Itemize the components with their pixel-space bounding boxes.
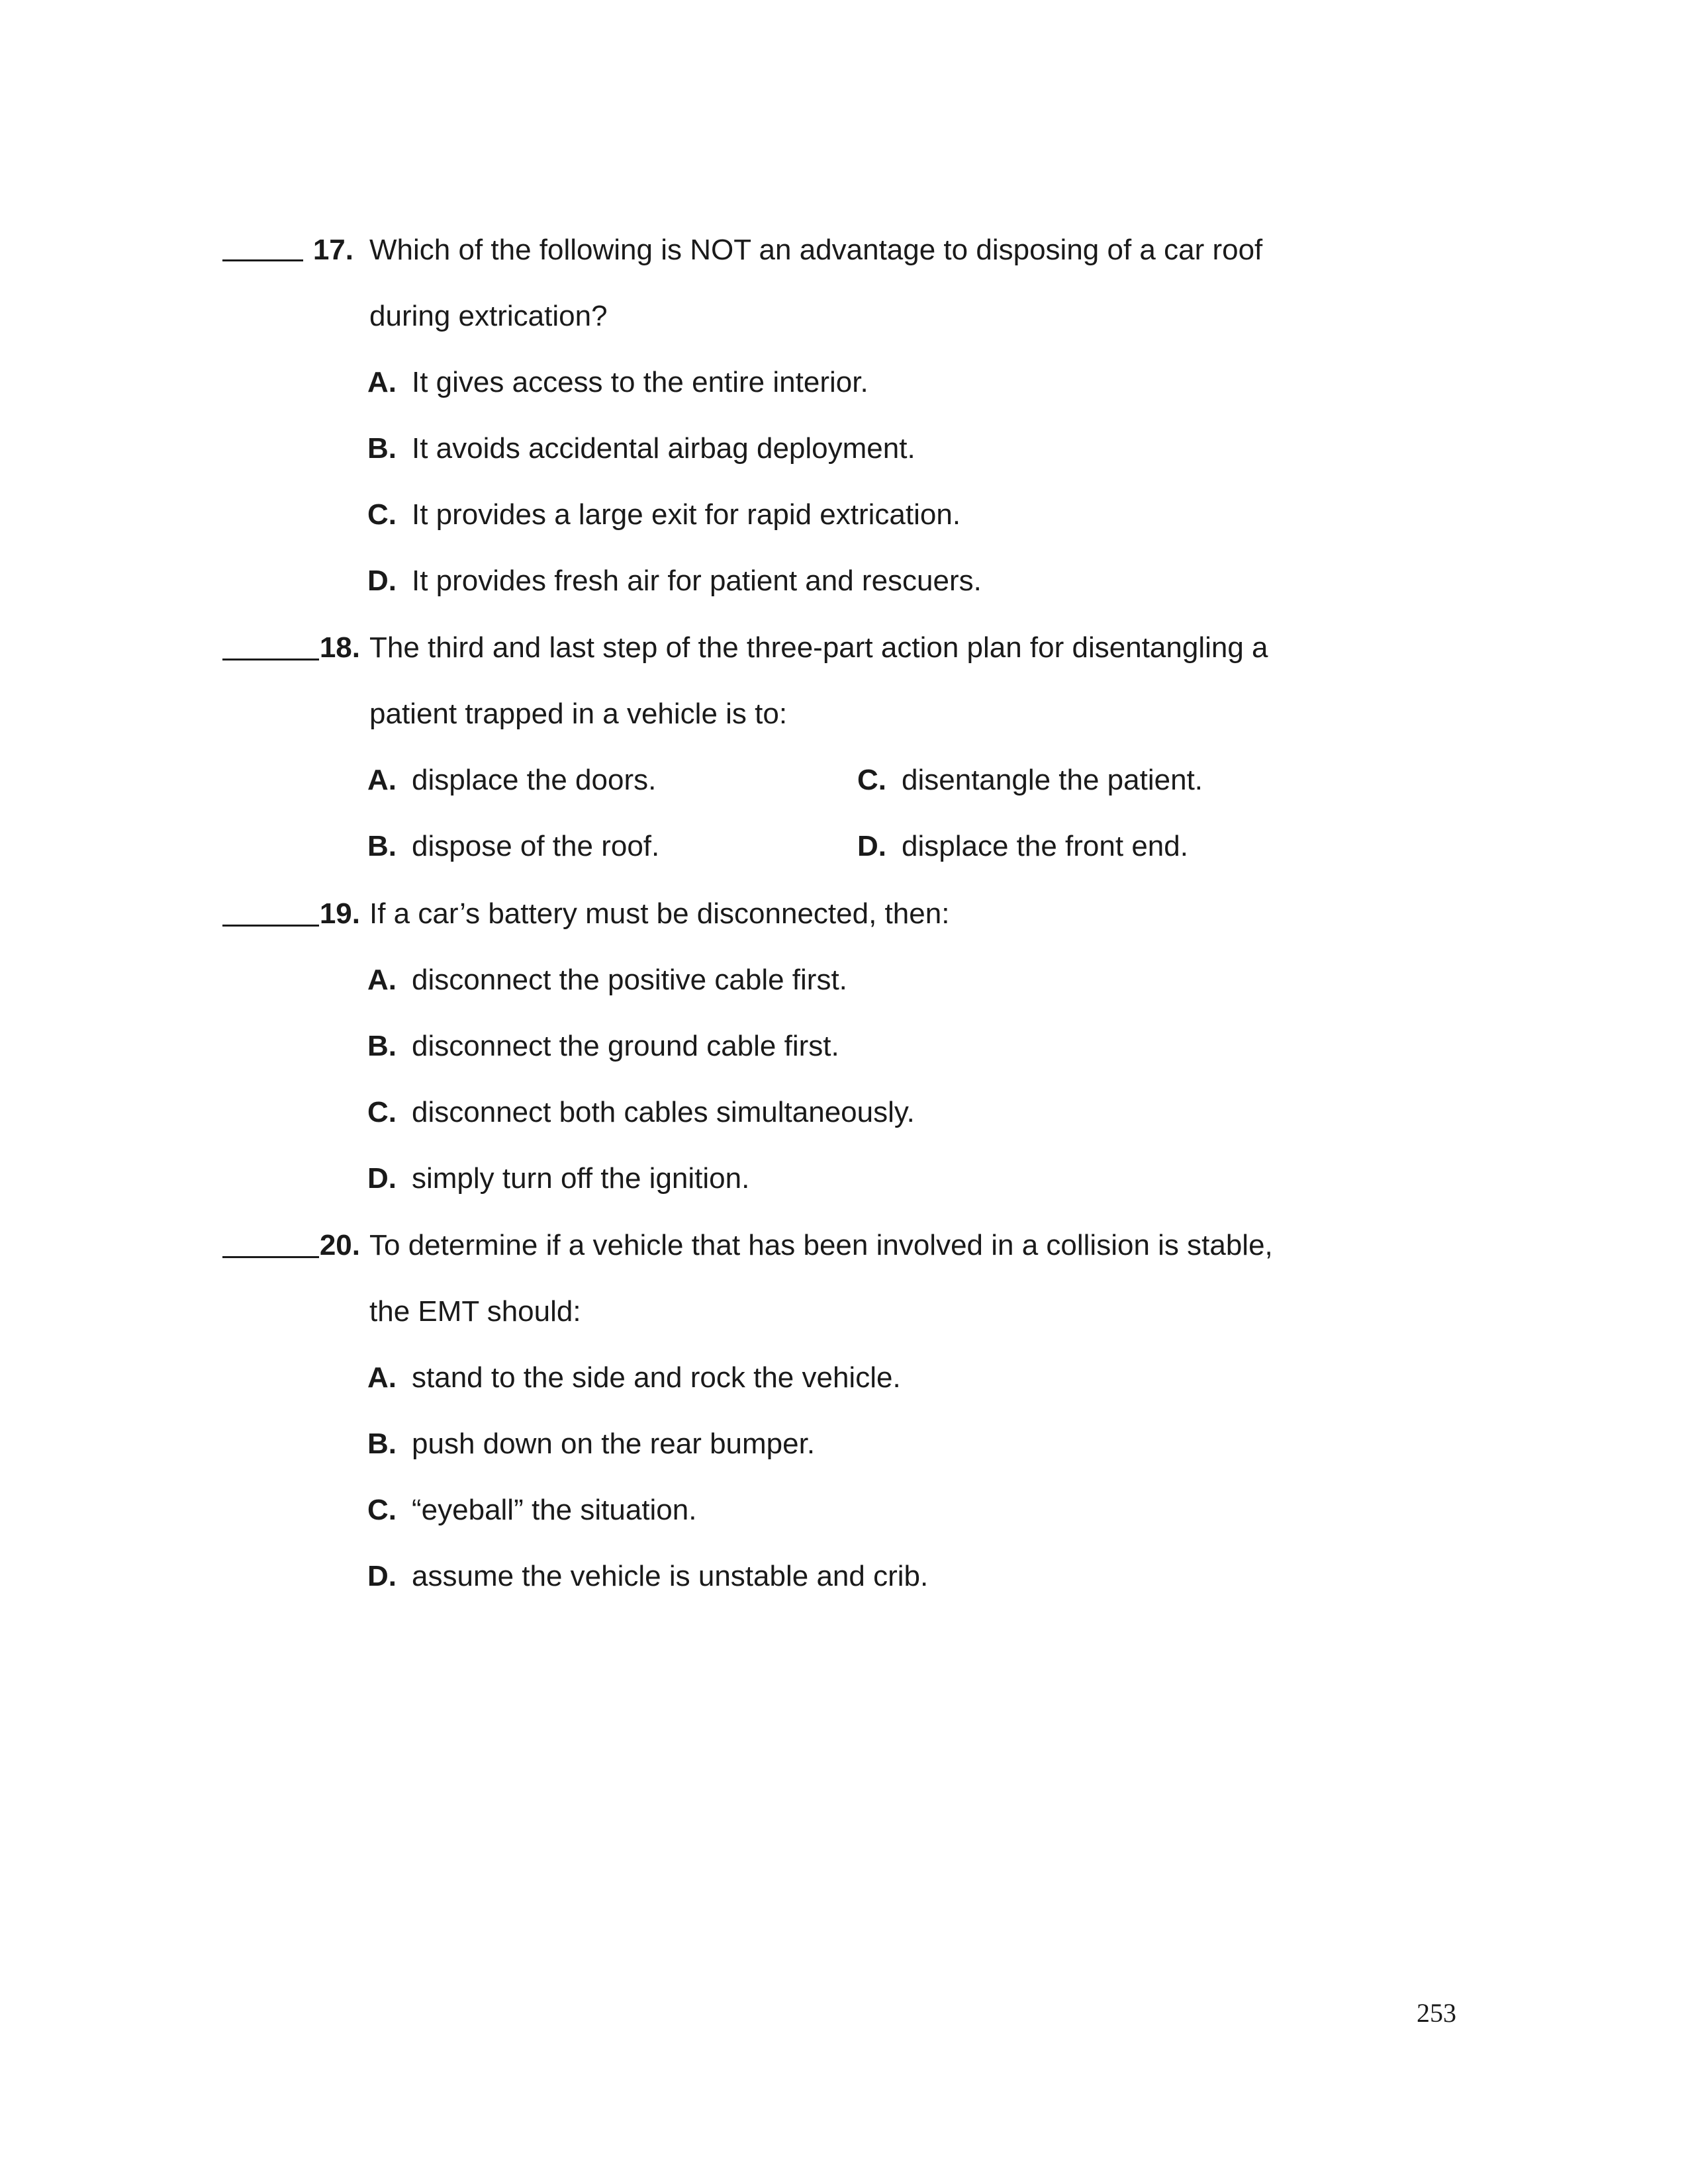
- question-17-choice-a-text: It gives access to the entire interior.: [412, 366, 868, 398]
- question-17-choice-a-letter: A.: [367, 366, 397, 398]
- question-17-stem-line-2: during extrication?: [369, 300, 608, 332]
- question-20-choice-a-text: stand to the side and rock the vehicle.: [412, 1361, 901, 1394]
- question-20-choice-d-letter: D.: [367, 1560, 397, 1592]
- question-17-choice-c-text: It provides a large exit for rapid extrication.: [412, 498, 961, 531]
- question-19-choice-b-letter: B.: [367, 1030, 397, 1062]
- question-number-18: 18.: [319, 631, 360, 664]
- question-18-choice-d-text: displace the front end.: [902, 830, 1188, 862]
- question-19-choice-c-text: disconnect both cables simultaneously.: [412, 1096, 915, 1128]
- question-20-choice-d-text: assume the vehicle is unstable and crib.: [412, 1560, 929, 1592]
- question-17-choice-b-text: It avoids accidental airbag deployment.: [412, 432, 915, 465]
- question-19-choice-c-letter: C.: [367, 1096, 397, 1128]
- question-18-choice-c-text: disentangle the patient.: [902, 764, 1203, 796]
- question-18-stem-line-2: patient trapped in a vehicle is to:: [369, 698, 788, 730]
- question-20-choice-b-text: push down on the rear bumper.: [412, 1428, 816, 1460]
- question-19-choice-d-text: simply turn off the ignition.: [412, 1162, 750, 1195]
- page-number: 253: [1417, 1998, 1456, 2028]
- question-17-choice-d-letter: D.: [367, 565, 397, 597]
- question-18-choice-a-letter: A.: [367, 764, 397, 796]
- question-18-stem-line-1: The third and last step of the three-part action plan for disentangling a: [369, 631, 1268, 664]
- question-19-choice-a-text: disconnect the positive cable first.: [412, 964, 847, 996]
- question-number-17: 17.: [312, 234, 353, 266]
- question-20-stem-line-2: the EMT should:: [369, 1295, 581, 1328]
- question-20-choice-c-letter: C.: [367, 1494, 397, 1526]
- question-number-20: 20.: [319, 1229, 360, 1261]
- question-19-choice-b-text: disconnect the ground cable first.: [412, 1030, 839, 1062]
- question-18-choice-b-letter: B.: [367, 830, 397, 862]
- question-17-choice-b-letter: B.: [367, 432, 397, 465]
- question-20-choice-b-letter: B.: [367, 1428, 397, 1460]
- question-18-choice-c-letter: C.: [857, 764, 886, 796]
- question-number-19: 19.: [319, 897, 360, 930]
- question-20-stem-line-1: To determine if a vehicle that has been involved in a collision is stable,: [369, 1229, 1273, 1261]
- question-18-choice-b-text: dispose of the roof.: [412, 830, 660, 862]
- question-19-stem-line-1: If a car’s battery must be disconnected, then:: [369, 897, 950, 930]
- question-17-choice-c-letter: C.: [367, 498, 397, 531]
- question-19-choice-d-letter: D.: [367, 1162, 397, 1195]
- question-19-choice-a-letter: A.: [367, 964, 397, 996]
- question-17-stem-line-1: Which of the following is NOT an advantage to disposing of a car roof: [369, 234, 1263, 266]
- question-18-choice-a-text: displace the doors.: [412, 764, 657, 796]
- question-20-choice-a-letter: A.: [367, 1361, 397, 1394]
- question-20-choice-c-text: “eyeball” the situation.: [412, 1494, 697, 1526]
- question-17-choice-d-text: It provides fresh air for patient and rescuers.: [412, 565, 982, 597]
- question-18-choice-d-letter: D.: [857, 830, 886, 862]
